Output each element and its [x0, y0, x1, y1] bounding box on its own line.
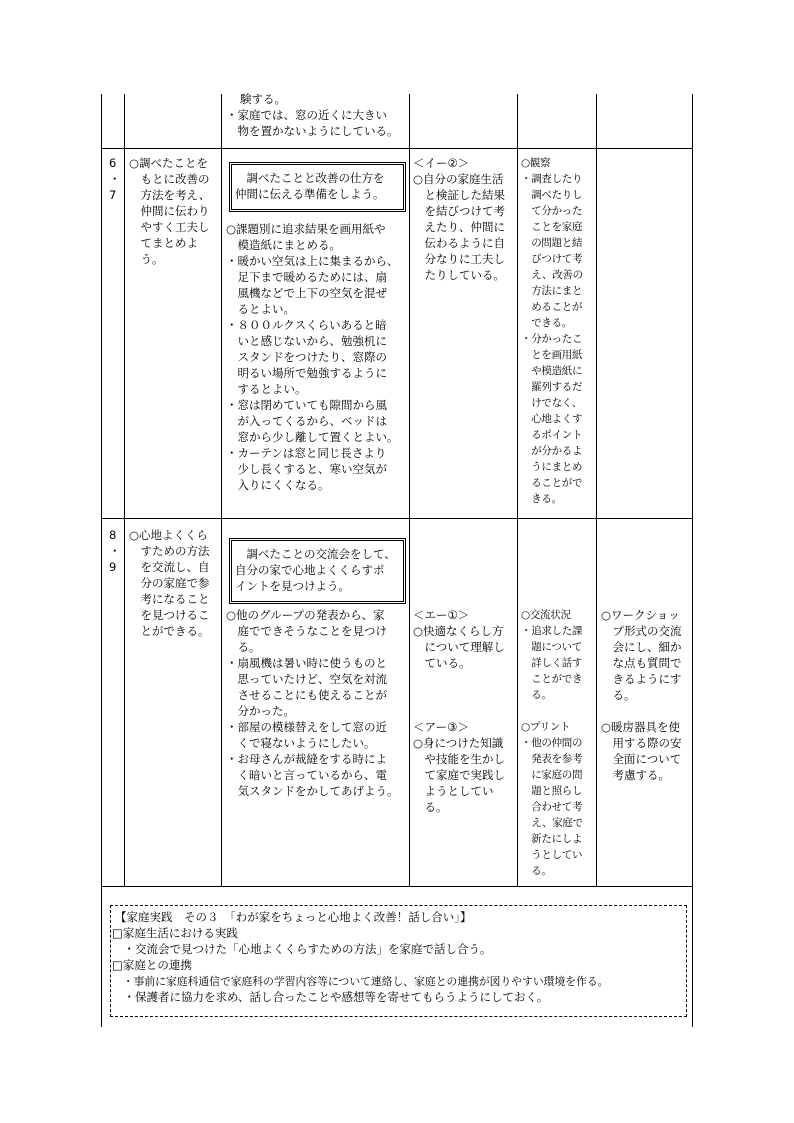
- method-line: 題について: [521, 641, 582, 653]
- method-line: 調べたりし: [521, 189, 583, 201]
- goal-line: とができる。: [129, 624, 210, 638]
- content-line: させることにも使えることが: [226, 688, 387, 702]
- notes-line: 全面について: [601, 752, 682, 766]
- viewpoint-line: て家庭で実践し: [413, 768, 505, 782]
- notes-line: ○ワークショッ: [601, 608, 680, 622]
- viewpoint-line: ○身につけた知識: [413, 736, 504, 750]
- method-line: ○観察: [521, 157, 551, 169]
- content-line: 気スタンドをかしてあげよう。: [226, 784, 399, 798]
- method-line: 発表を参考: [521, 753, 583, 765]
- method-line: るポイント: [521, 429, 583, 441]
- content-line: 庭でできそうなことを見つけ: [226, 624, 387, 638]
- notes-line: ○暖房器具を使: [601, 720, 681, 734]
- content-line: 入りにくくなる。: [226, 478, 330, 492]
- method-line: が分かるよ: [521, 445, 583, 457]
- method-line: びつけて考: [521, 253, 583, 265]
- top-content-line: 験する。: [240, 92, 286, 106]
- content-line: ・お母さんが裁縫をする時によ: [226, 752, 387, 766]
- content-line: ○他のグループの発表から、家: [226, 608, 385, 622]
- goal-line: ○心地よくくら: [129, 528, 209, 542]
- method-line: 題と照らし: [521, 785, 583, 797]
- col-divider-1: [124, 94, 125, 886]
- content-line: 模造紙にまとめる。: [226, 238, 341, 252]
- content-line: る。: [226, 640, 261, 654]
- method-line: ○プリント: [521, 721, 571, 733]
- viewpoint-line: えたり、仲間に: [413, 220, 505, 234]
- goal-line: を交流し、自: [129, 560, 210, 574]
- method-line: や模造紙に: [521, 365, 583, 377]
- content-line: ・扇風機は暑い時に使うものと: [226, 656, 387, 670]
- viewpoint-line: を結びつけて考: [413, 204, 505, 218]
- period-number: 8: [109, 528, 117, 542]
- content-line: ・８００ルクスくらいあると暗: [226, 318, 387, 332]
- viewpoint-line: ＜イー②＞: [413, 156, 470, 170]
- goal-line: を見つけるこ: [129, 608, 210, 622]
- frame-line: 調べたことの交流会をして、: [235, 547, 396, 561]
- method-line: 方法にまと: [521, 285, 583, 297]
- content-line: が入ってくるから、ベッドは: [226, 414, 387, 428]
- method-line: できる。: [521, 317, 572, 329]
- goal-line: てまとめよ: [129, 236, 198, 250]
- learning-task-frame: [229, 162, 406, 212]
- method-line: めることが: [521, 301, 583, 313]
- content-line: 分かった。: [226, 704, 295, 718]
- method-line: ○交流状況: [521, 609, 571, 621]
- viewpoint-line: について理解し: [413, 640, 505, 654]
- viewpoint-line: ＜アー③＞: [413, 720, 469, 734]
- frame-line: イントを見つけよう。: [235, 579, 350, 593]
- content-line: 足下まで暖めるためには、扇: [226, 270, 387, 284]
- content-line: くで寝ないようにしたい。: [226, 736, 376, 750]
- period-number: 6: [109, 156, 117, 170]
- method-line: ことを家庭: [521, 221, 583, 233]
- notes-line: プ形式の交流: [601, 624, 682, 638]
- viewpoint-line: と検証した結果: [413, 188, 505, 202]
- method-line: ることがで: [521, 477, 583, 489]
- notes-line: 考慮する。: [601, 768, 670, 782]
- method-line: とを画用紙: [521, 349, 583, 361]
- viewpoint-line: ている。: [413, 656, 471, 670]
- viewpoint-line: たりしている。: [413, 268, 505, 282]
- method-line: 合わせて考: [521, 801, 583, 813]
- viewpoint-line: ようとしてい: [413, 784, 494, 798]
- method-line: る。: [521, 689, 552, 701]
- frame-line: 仲間に伝える準備をしよう。: [235, 187, 385, 201]
- goal-line: すための方法: [129, 544, 210, 558]
- frame-line: 自分の家で心地よくくらすポ: [235, 563, 385, 577]
- top-content-line: 物を置かないようにしている。: [226, 124, 399, 138]
- period-number: ・: [109, 172, 121, 186]
- notes-line: きるようにす: [601, 672, 682, 686]
- method-line: 新たにしよ: [521, 833, 583, 845]
- method-line: に家庭の問: [521, 769, 583, 781]
- method-line: 心地よくす: [521, 413, 583, 425]
- method-line: けでなく、: [521, 397, 582, 409]
- row-divider-3: [101, 886, 693, 887]
- method-line: うとしてい: [521, 849, 583, 861]
- goal-line: う。: [129, 252, 164, 266]
- row-divider-2: [101, 518, 693, 519]
- home-practice-title: 【家庭実践 その３ 「わが家をちょっと心地よく改善！話し合い」】: [115, 910, 472, 924]
- method-line: て分かった: [521, 205, 583, 217]
- row-divider-1: [101, 148, 693, 149]
- notes-line: る。: [601, 688, 636, 702]
- goal-line: 考になること: [129, 592, 210, 606]
- home-practice-box: [110, 905, 687, 1017]
- period-number: 7: [109, 188, 117, 202]
- viewpoint-line: 分なりに工夫し: [413, 252, 505, 266]
- content-line: 風機などで上下の空気を混ぜ: [226, 286, 387, 300]
- method-line: る。: [521, 865, 552, 877]
- viewpoint-line: ○自分の家庭生活: [413, 172, 504, 186]
- content-line: ・窓は閉めていても隙間から風: [226, 398, 387, 412]
- content-line: スタンドをつけたり、窓際の: [226, 350, 387, 364]
- notes-line: 用する際の安: [601, 736, 682, 750]
- content-line: 思っていたけど、空気を対流: [226, 672, 387, 686]
- content-line: 窓から少し離して置くとよい。: [226, 430, 399, 444]
- method-line: ・追求した課: [521, 625, 583, 637]
- table-left-border: [101, 94, 102, 1027]
- method-line: ・分かったこ: [521, 333, 583, 345]
- goal-line: 方法を考え、: [129, 188, 211, 202]
- method-line: え、改善の: [521, 269, 583, 281]
- method-line: きる。: [521, 493, 562, 505]
- goal-line: やすく工夫し: [129, 220, 210, 234]
- frame-line: 調べたことと改善の仕方を: [235, 171, 385, 185]
- method-line: ことができ: [521, 673, 583, 685]
- content-line: ・暖かい空気は上に集まるから、: [226, 254, 399, 268]
- content-line: いと感じないから、勉強机に: [226, 334, 387, 348]
- content-line: く暗いと言っているから、電: [226, 768, 387, 782]
- method-line: うにまとめ: [521, 461, 583, 473]
- home-practice-line: ・交流会で見つけた「心地よくくらすための方法」を家庭で話し合う。: [112, 942, 492, 956]
- viewpoint-line: ＜エー①＞: [413, 608, 470, 622]
- content-line: 明るい場所で勉強するように: [226, 366, 387, 380]
- method-line: え、家庭で: [521, 817, 583, 829]
- method-line: ・調査したり: [521, 173, 583, 185]
- content-line: ・カーテンは窓と同じ長さより: [226, 446, 387, 460]
- home-practice-line: ・保護者に協力を求め、話し合ったことや感想等を寄せてもらうようにしておく。: [112, 990, 549, 1004]
- content-line: するとよい。: [226, 382, 307, 396]
- table-right-border: [692, 94, 693, 1027]
- period-number: ・: [109, 544, 121, 558]
- viewpoint-line: や技能を生かし: [413, 752, 505, 766]
- viewpoint-line: る。: [413, 800, 448, 814]
- goal-line: 分の家庭で参: [129, 576, 210, 590]
- viewpoint-line: 伝わるように自: [413, 236, 505, 250]
- period-number: 9: [109, 560, 117, 574]
- goal-line: もとに改善の: [129, 172, 210, 186]
- viewpoint-line: ○快適なくらし方: [413, 624, 504, 638]
- content-line: ・部屋の模様替えをして窓の近: [226, 720, 387, 734]
- home-practice-line: □家庭との連携: [112, 958, 192, 972]
- col-divider-5: [596, 94, 597, 886]
- col-divider-2: [221, 94, 222, 886]
- method-line: ・他の仲間の: [521, 737, 583, 749]
- content-line: 少し長くすると、寒い空気が: [226, 462, 387, 476]
- col-divider-3: [409, 94, 410, 886]
- goal-line: ○調べたことを: [129, 156, 209, 170]
- method-line: の問題と結: [521, 237, 583, 249]
- goal-line: 仲間に伝わり: [129, 204, 210, 218]
- content-line: ○課題別に追求結果を画用紙や: [226, 222, 386, 236]
- learning-task-frame: [229, 538, 406, 604]
- top-content-line: ・家庭では、窓の近くに大きい: [226, 108, 387, 122]
- notes-line: な点も質問で: [601, 656, 682, 670]
- home-practice-line: □家庭生活における実践: [112, 926, 238, 940]
- method-line: 詳しく話す: [521, 657, 583, 669]
- notes-line: 会にし、細か: [601, 640, 682, 654]
- method-line: 羅列するだ: [521, 381, 583, 393]
- home-practice-line: ・事前に家庭科通信で家庭科の学習内容等について連絡し、家庭との連携が図りやすい環境を作る。: [112, 975, 609, 988]
- col-divider-4: [517, 94, 518, 886]
- content-line: るとよい。: [226, 302, 295, 316]
